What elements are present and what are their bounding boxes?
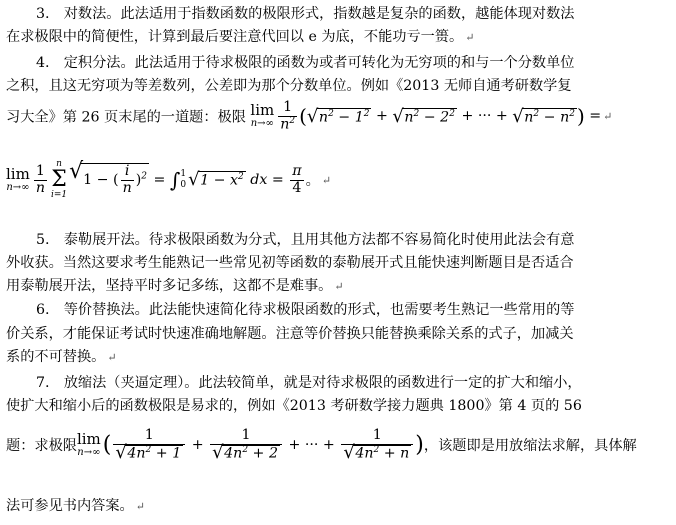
- para-6-text-2: 价关系，才能保证考试时快速准确地解题。注意等价替换只能替换乘除关系的式子，加减关: [6, 326, 574, 342]
- para-7-line-1: [36, 373, 670, 393]
- paragraph-mark-icon: ↵: [465, 31, 475, 44]
- para-7-text-3-suffix: ，该题即是用放缩法求解，具体解: [423, 437, 637, 454]
- para-5-line-2: [6, 253, 670, 273]
- para-7-text-4: 法可参见书内答案。: [6, 498, 134, 514]
- para-6-text-3: 系的不可替换。: [6, 349, 106, 365]
- para-5-text-3: 用泰勒展开法，坚持平时多记多练，这都不是难事。: [6, 278, 333, 294]
- para-6-line-1: [36, 300, 670, 320]
- para-4-text-1: 4. 定积分法。此法适用于待求极限的函数为或者可转化为无穷项的和与一个分数单位: [36, 55, 575, 71]
- para-6-line-2: [6, 324, 670, 344]
- para-6-line-3: [6, 347, 670, 368]
- para-4-line-2: [6, 76, 670, 96]
- formula-riemann-integral: lim n→∞ $\frac{1}{n}$ n Σ i=1 √ 1 − ( $\frac{i}{n}$ )$^2$ = ∫ 1 0 √ $1 - x^2$ dx = $\frac{\pi}{4}$ 。 ↵: [6, 159, 332, 200]
- para-7-text-3: 题：求极限: [6, 437, 77, 454]
- para-7-text-2: 使扩大和缩小后的函数极限是易求的，例如《2013 考研数学接力题典 1800》第 4 页的 56: [6, 398, 582, 414]
- para-4-text-3: 习大全》第 26 页末尾的一道题：极限: [6, 109, 246, 126]
- para-4-line-1: [36, 53, 670, 73]
- formula-suffix: 。: [305, 173, 320, 189]
- paragraph-mark-icon: ↵: [334, 280, 344, 293]
- para-3-text-1: 3. 对数法。此法适用于指数函数的极限形式，指数越是复杂的函数，越能体现对数法: [36, 6, 575, 22]
- paragraph-mark-icon: ↵: [107, 351, 117, 364]
- para-4-text-2: 之积，且这无穷项为等差数列，公差即为那个分数单位。例如《2013 无师自通考研数学复: [6, 78, 572, 94]
- para-5-line-1: [36, 230, 670, 250]
- para-3-line-2: [6, 27, 670, 48]
- formula-limit-sum-sqrt: lim n→∞ $\frac{1}{n^2}$ ( √ $n^2 - 1^2$ + √ $n^2 - 2^2$ + ··· + √ $n^2 - n^2$ ) = ↵: [250, 99, 613, 133]
- para-4-line-3: [6, 100, 670, 150]
- para-7-line-3: [6, 428, 670, 480]
- para-6-text-1: 6. 等价替换法。此法能快速简化待求极限函数的形式，也需要考生熟记一些常用的等: [36, 302, 575, 318]
- para-7-text-1: 7. 放缩法（夹逼定理）。此法较简单，就是对待求极限的函数进行一定的扩大和缩小，: [36, 375, 582, 391]
- para-5-text-2: 外收获。当然这要求考生能熟记一些常见初等函数的泰勒展开式且能快速判断题目是否适合: [6, 255, 574, 271]
- para-5-line-3: [6, 276, 670, 297]
- paragraph-mark-icon: ↵: [135, 500, 145, 513]
- para-5-text-1: 5. 泰勒展开法。待求极限函数为分式，且用其他方法都不容易简化时使用此法会有意: [36, 232, 575, 248]
- para-7-line-4: [6, 496, 670, 517]
- para-7-line-2: [6, 396, 670, 416]
- para-3-line-1: [36, 4, 670, 24]
- para-3-text-2: 在求极限中的简便性，计算到最后要注意代回以 e 为底，不能功亏一篑。: [6, 29, 464, 45]
- formula-squeeze-sum: lim n→∞ ( 1 √ $4n^2 + 1$ + 1 √ $4n^2 + 2$ + ··· + 1 √ $4n^2 + n$ ): [76, 427, 424, 463]
